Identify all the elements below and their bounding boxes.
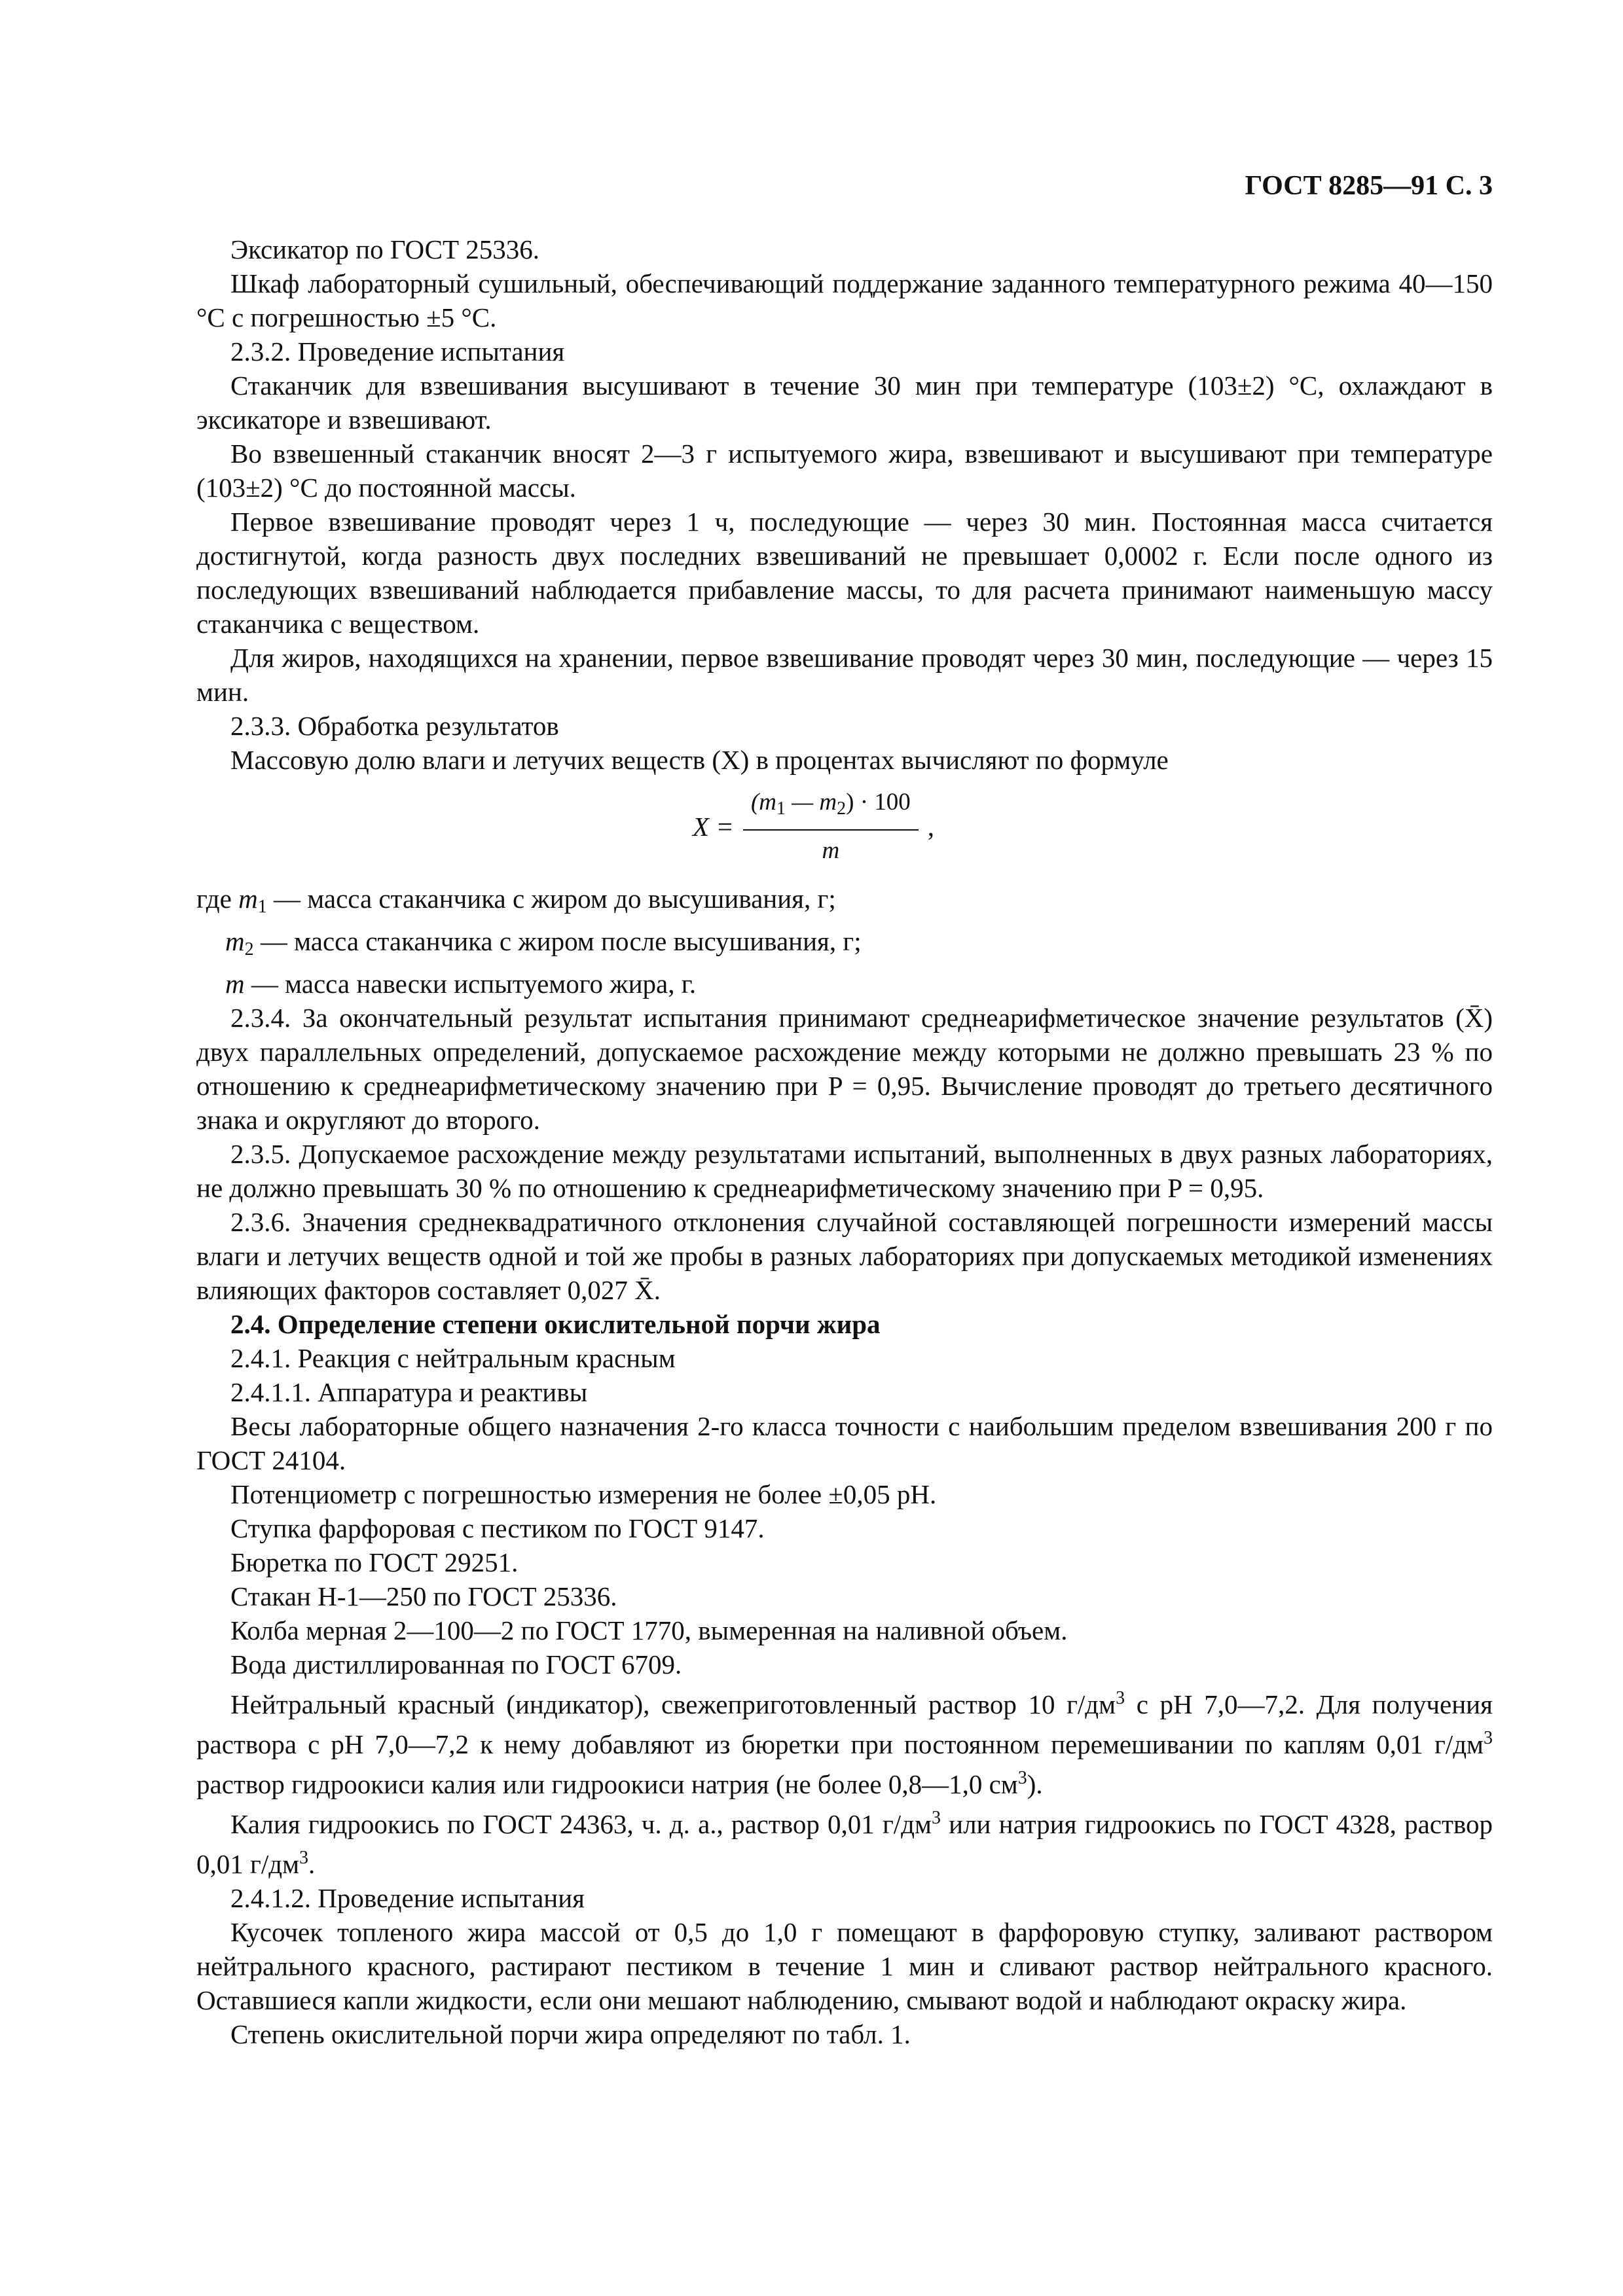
paragraph: Степень окислительной порчи жира определяют по табл. 1. [230,2019,911,2049]
paragraph: Кусочек топленого жира массой от 0,5 до 1,0 г помещают в фарфоровую ступку, заливают раствором нейтрального красного, растирают пестиком в течение 1 мин и сливают раствор нейтрального красного. Оставшиеся капли жидкости, если они мешают наблюдению, смывают водой и наблюдают окраску жира. [196,1917,1493,2015]
paragraph: Колба мерная 2—100—2 по ГОСТ 1770, вымеренная на наливной объем. [230,1615,1068,1645]
paragraph: Потенциометр с погрешностью измерения не более ±0,05 pH. [230,1479,937,1509]
paragraph: Для жиров, находящихся на хранении, первое взвешивание проводят через 30 мин, последующие — через 15 мин. [196,643,1493,707]
subsection-heading: 2.4.1.1. Аппаратура и реактивы [230,1377,588,1407]
subsection-heading: 2.3.3. Обработка результатов [230,711,559,741]
moisture-formula [196,777,1493,882]
paragraph: Эксикатор по ГОСТ 25336. [230,234,540,264]
paragraph: 2.3.5. Допускаемое расхождение между результатами испытаний, выполненных в двух разных лабораториях, не должно превышать 30 % по отношению к среднеарифметическому значению при P = 0,95. [196,1139,1493,1203]
paragraph: Весы лабораторные общего назначения 2-го класса точности с наибольшим пределом взвешивания 200 г по ГОСТ 24104. [196,1411,1493,1475]
paragraph: Бюретка по ГОСТ 29251. [230,1547,519,1577]
where-line-m1: где $m_1$ — масса стаканчика с жиром до высушивания, г; [196,884,836,917]
reagent-paragraph: Калия гидроокись по ГОСТ 24363, ч. д. а., раствор 0,01 $г/дм^3$ или натрия гидроокись по ГОСТ 4328, раствор 0,01 $г/дм^3$. [196,1808,1493,1879]
paragraph: Стакан Н-1—250 по ГОСТ 25336. [230,1581,617,1611]
reagent-paragraph: Нейтральный красный (индикатор), свежеприготовленный раствор 10 $г/дм^3$ с pH 7,0—7,2. Для получения раствора с pH 7,0—7,2 к нему добавляют из бюретки при постоянном перемешивании по каплям 0,01 $г/дм^3$ раствор гидроокиси калия или гидроокиси натрия (не более 0,8—1,0 $см^3$). [196,1688,1493,1799]
where-line-m: m — масса навески испытуемого жира, г. [225,969,697,999]
paragraph: Шкаф лабораторный сушильный, обеспечивающий поддержание заданного температурного режима 40—150 °С с погрешностью ±5 °С. [196,268,1493,332]
paragraph: Первое взвешивание проводят через 1 ч, последующие — через 30 мин. Постоянная масса считается достигнутой, когда разность двух последних взвешиваний не превышает 0,0002 г. Если после одного из последующих взвешиваний наблюдается прибавление массы, то для расчета принимают наименьшую массу стаканчика с веществом. [196,507,1493,639]
where-line-m2: $m_2$ — масса стаканчика с жиром после высушивания, г; [225,926,862,960]
formula-comma: , [927,812,935,842]
paragraph: Массовую долю влаги и летучих веществ (X) в процентах вычисляют по формуле [230,745,1169,775]
subsection-heading: 2.4.1.2. Проведение испытания [230,1883,585,1913]
paragraph: Ступка фарфоровая с пестиком по ГОСТ 9147. [230,1513,765,1543]
formula-denominator: m [822,837,840,864]
formula-numerator: ($m_1$ — $m_2) \cdot 100$ [743,787,919,831]
paragraph: Вода дистиллированная по ГОСТ 6709. [230,1649,682,1679]
paragraph: Стаканчик для взвешивания высушивают в течение 30 мин при температуре (103±2) °С, охлаждают в эксикаторе и взвешивают. [196,370,1493,435]
subsection-heading: 2.4.1. Реакция с нейтральным красным [230,1343,676,1373]
page-number: С. 3 [1445,171,1493,201]
document-body [196,160,1493,2051]
doc-number: ГОСТ 8285—91 [1245,171,1439,201]
section-title: 2.4. Определение степени окислительной порчи жира [230,1309,881,1339]
formula-lhs: X = [693,812,734,842]
paragraph: 2.3.6. Значения среднеквадратичного отклонения случайной составляющей погрешности измерений массы влаги и летучих веществ одной и той же пробы в разных лабораториях при допускаемых методикой изменениях влияющих факторов составляет 0,027 X̄. [196,1207,1493,1305]
paragraph: 2.3.4. За окончательный результат испытания принимают среднеарифметическое значение результатов (X̄) двух параллельных определений, допускаемое расхождение между которыми не должно превышать 23 % по отношению к среднеарифметическому значению при P = 0,95. Вычисление проводят до третьего десятичного знака и округляют до второго. [196,1003,1493,1135]
paragraph: Во взвешенный стаканчик вносят 2—3 г испытуемого жира, взвешивают и высушивают при температуре (103±2) °С до постоянной массы. [196,439,1493,503]
formula-fraction [743,787,919,866]
subsection-heading: 2.3.2. Проведение испытания [230,336,565,367]
